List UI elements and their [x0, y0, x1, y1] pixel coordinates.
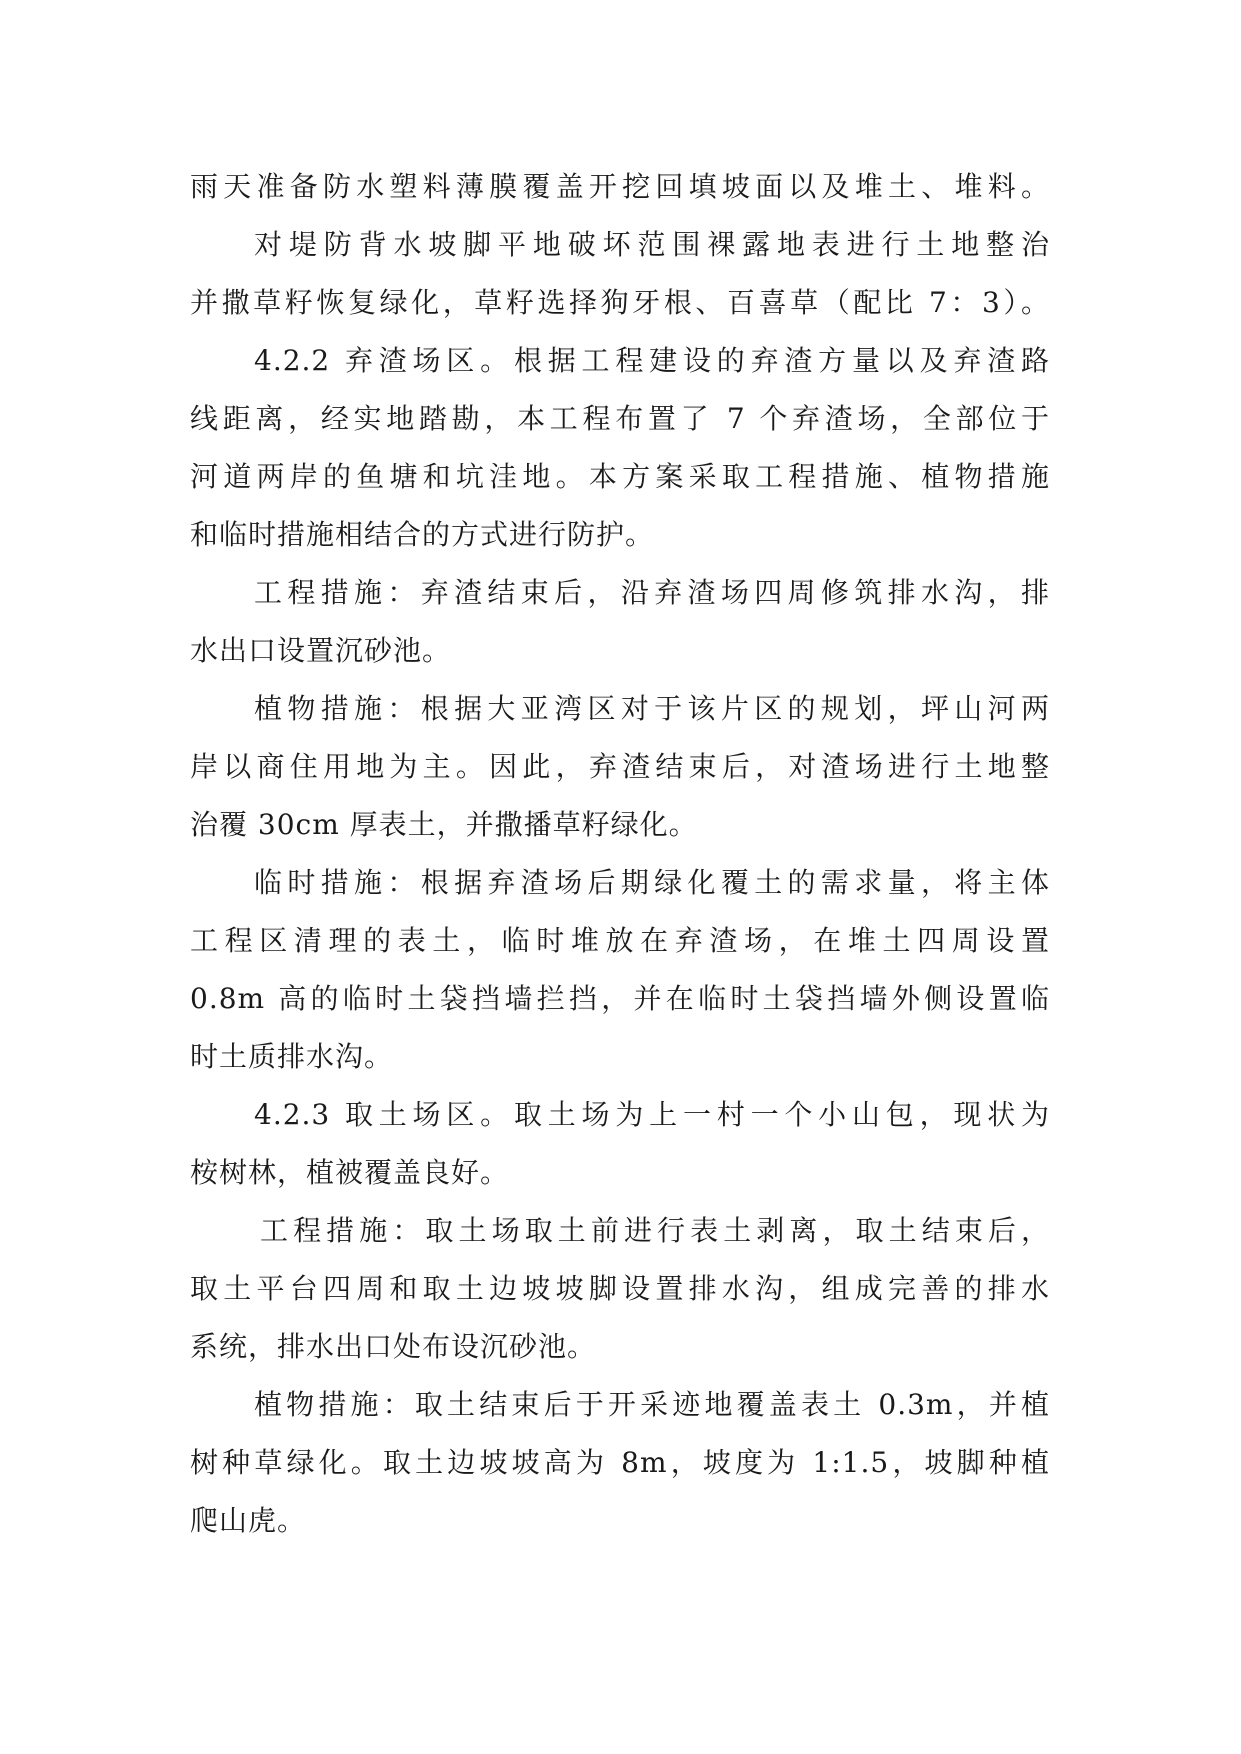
- text-line-6: 河道两岸的鱼塘和坑洼地。本方案采取工程措施、植物措施: [190, 460, 1050, 493]
- text-line-18: 桉树林，植被覆盖良好。: [190, 1156, 510, 1189]
- temporary-measures-line-1: 临时措施：根据弃渣场后期绿化覆土的需求量，将主体: [254, 866, 1050, 899]
- document-body: [190, 158, 1050, 1550]
- temporary-measures-line-2: 工程区清理的表土，临时堆放在弃渣场，在堆土四周设置: [190, 924, 1050, 957]
- temporary-measures-line-4: 时土质排水沟。: [190, 1040, 394, 1073]
- temporary-measures-line-3: 0.8m 高的临时土袋挡墙拦挡，并在临时土袋挡墙外侧设置临: [190, 982, 1050, 1015]
- borrow-plant-measures-line-3: 爬山虎。: [190, 1504, 307, 1537]
- engineering-measures-line-2: 水出口设置沉砂池。: [190, 634, 452, 667]
- text-line-7: 和临时措施相结合的方式进行防护。: [190, 518, 655, 551]
- text-line-3: 并撒草籽恢复绿化，草籽选择狗牙根、百喜草（配比 7：3）。: [190, 286, 1050, 319]
- text-line-5: 线距离，经实地踏勘，本工程布置了 7 个弃渣场，全部位于: [190, 402, 1050, 435]
- borrow-plant-measures-line-1: 植物措施：取土结束后于开采迹地覆盖表土 0.3m，并植: [254, 1388, 1050, 1421]
- text-line-1: 雨天准备防水塑料薄膜覆盖开挖回填坡面以及堆土、堆料。: [190, 170, 1050, 203]
- borrow-engineering-measures-line-2: 取土平台四周和取土边坡坡脚设置排水沟，组成完善的排水: [190, 1272, 1050, 1305]
- engineering-measures-line-1: 工程措施：弃渣结束后，沿弃渣场四周修筑排水沟，排: [254, 576, 1050, 609]
- plant-measures-line-3: 治覆 30cm 厚表土，并撒播草籽绿化。: [190, 808, 698, 841]
- section-4-2-3-heading-line: 4.2.3 取土场区。取土场为上一村一个小山包，现状为: [254, 1098, 1050, 1131]
- section-4-2-2-heading-line: 4.2.2 弃渣场区。根据工程建设的弃渣方量以及弃渣路: [254, 344, 1050, 377]
- text-line-2: 对堤防背水坡脚平地破坏范围裸露地表进行土地整治: [254, 228, 1050, 261]
- borrow-engineering-measures-line-1: 工程措施：取土场取土前进行表土剥离，取土结束后，: [260, 1214, 1050, 1247]
- borrow-engineering-measures-line-3: 系统，排水出口处布设沉砂池。: [190, 1330, 597, 1363]
- borrow-plant-measures-line-2: 树种草绿化。取土边坡坡高为 8m，坡度为 1:1.5，坡脚种植: [190, 1446, 1050, 1479]
- plant-measures-line-2: 岸以商住用地为主。因此，弃渣结束后，对渣场进行土地整: [190, 750, 1050, 783]
- plant-measures-line-1: 植物措施：根据大亚湾区对于该片区的规划，坪山河两: [254, 692, 1050, 725]
